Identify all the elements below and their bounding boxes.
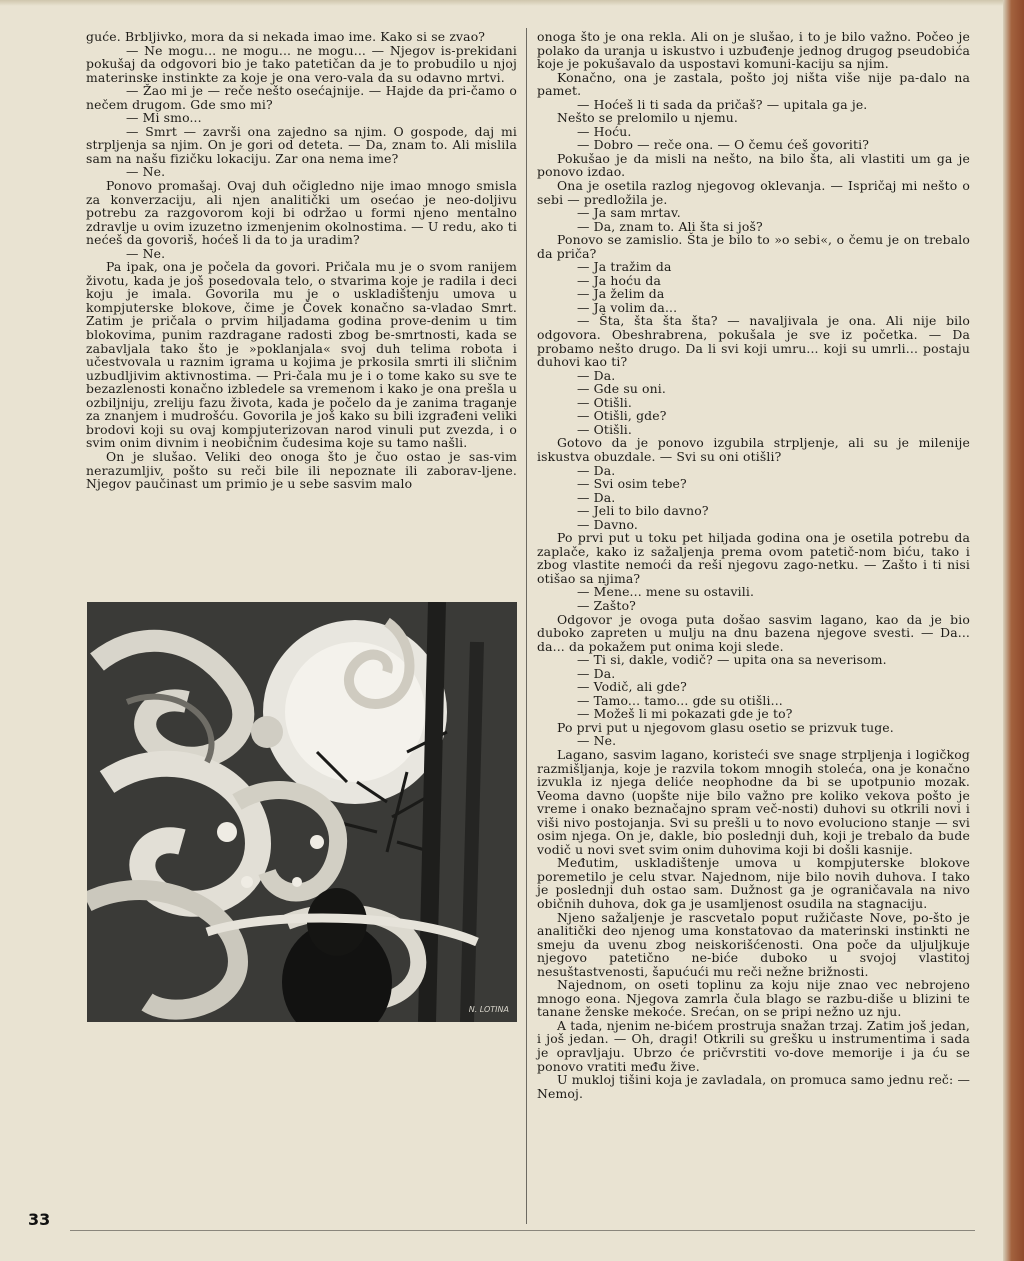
paragraph: — Tamo... tamo... gde su otišli...: [577, 692, 783, 708]
paragraph: Ona je osetila razlog njegovog oklevanja. — Ispričaj mi nešto o sebi — predložila je.: [537, 178, 970, 207]
story-illustration: [87, 602, 517, 1022]
paragraph: — Da.: [577, 462, 616, 478]
paragraph: — Davno.: [577, 516, 639, 532]
paragraph: — Ne.: [126, 245, 166, 261]
left-text-column: [86, 30, 517, 491]
page-top-edge: [0, 0, 1024, 6]
paragraph: — Svi osim tebe?: [577, 476, 687, 492]
paragraph: — Ja sam mrtav.: [577, 205, 681, 221]
column-divider: [526, 28, 527, 1224]
paragraph: — Ja tražim da: [577, 259, 672, 275]
paragraph: — Da.: [577, 665, 616, 681]
page-number: 33: [28, 1210, 51, 1229]
paragraph: — Da.: [577, 367, 616, 383]
paragraph: — Da, znam to. Ali šta si još?: [577, 218, 763, 234]
paragraph: U mukloj tišini koja je zavladala, on promuca samo jednu reč: — Nemoj.: [537, 1072, 970, 1101]
paragraph: Nešto se prelomilo u njemu.: [557, 110, 739, 126]
paragraph: A tada, njenim ne-bićem prostruja snažan trzaj. Zatim još jedan, i još jedan. — Oh, dragi! Otkrili su grešku u instrumentima i sada je opravljaju. Ubrzo će pričvrstiti vo-dove memorije i ja ću se ponovo vratiti među žive.: [537, 1017, 970, 1074]
paragraph: — Da.: [577, 489, 616, 505]
paragraph: — Ne.: [577, 733, 617, 749]
paragraph: — Jeli to bilo davno?: [577, 503, 709, 519]
footer-rule: [70, 1230, 975, 1231]
paragraph: — Otišli.: [577, 394, 633, 410]
paragraph: — Žao mi je — reče nešto osećajnije. — Hajde da pri-čamo o nečem drugom. Gde smo mi?: [86, 83, 517, 112]
paragraph: — Vodič, ali gde?: [577, 679, 687, 695]
paragraph: — Ne mogu... ne mogu... ne mogu... — Njegov is-prekidani pokušaj da odgovori bio je tako patetičan da je to probudilo u njoj materinske instinkte za koje je ona vero-vala da su odavno mrtvi.: [86, 42, 517, 85]
paragraph: — Otišli, gde?: [577, 408, 667, 424]
paragraph: Konačno, ona je zastala, pošto joj ništa više nije pa-dalo na pamet.: [537, 69, 970, 99]
artist-signature: N. LOTINA: [468, 1005, 509, 1014]
paragraph: On je slušao. Veliki deo onoga što je čuo ostao je sas-vim nerazumljiv, pošto su reči bile ili nepoznate ili zaborav-ljene. Njegov paučinast um primio je u sebe sasvim malo: [86, 448, 517, 492]
paragraph: — Dobro — reče ona. — O čemu ćeš govoriti?: [577, 137, 870, 153]
paragraph: Odgovor je ovoga puta došao sasvim lagano, kao da je bio duboko zapreten u mulju na dnu bazena njegove svesti. — Da... da... da pokažem put onima koji slede.: [537, 611, 970, 654]
paragraph: — Ne.: [126, 164, 166, 180]
paragraph: onoga što je ona rekla. Ali on je slušao, i to je bilo važno. Počeo je polako da uranja u iskustvo i uzbuđenje jednog drugog pseudobića koje je pokušavalo da uspostavi komuni-kaciju sa njim.: [537, 29, 970, 72]
paragraph: — Hoću.: [577, 123, 632, 139]
paragraph: Najednom, on oseti toplinu za koju nije znao vec nebrojeno mnogo eona. Njegova zamrla čula blago se razbu-diše u blizini te tanane ženske mekoće. Srećan, on se pripi nežno uz nju.: [537, 977, 970, 1020]
paragraph: — Hoćeš li ti sada da pričaš? — upitala ga je.: [577, 96, 868, 112]
paragraph: Pa ipak, ona je počela da govori. Pričala mu je o svom ranijem životu, kada je još posedovala telo, o stvarima koje je radila i deci koju je imala. Govorila mu je o uskladištenju umova u kompjuterske blokove, čime je Čovek konačno sa-vladao Smrt. Zatim je pričala o prvim hiljadama godina prove-denim u tim blokovima, punim razdragane radosti zbog be-smrtnosti, kada se zabavljala tako što je »poklanjala« svoj duh telima robota i učestvovala u raznim igrama u kojima je prkosila smrti ili sličnim uzbudljivim aktivnostima. — Pri-čala mu je i o tome kako su sve te bezazlenosti konačno izbledele sa vremenom i kako je ona prešla u ozbiljniju, zreliju fazu života, kada je počelo da je zanima traganje za znanjem i mudrošću. Govorila je još kako su bili izgrađeni veliki brodovi koji su ovaj kompjuterizovan narod vinuli put zvezda, i o svim onim divnim i neobičnim čudesima koje su tamo našli.: [86, 259, 517, 451]
paragraph: — Zašto?: [577, 597, 636, 613]
right-text-column: [537, 30, 970, 1100]
paragraph: — Šta, šta šta šta? — navaljivala je ona. Ali nije bilo odgovora. Obeshrabrena, pokušala je sve iz početka. — Da probamo nešto drugo. Da li svi koji umru... koji su umrli... postaju duhovi kao ti?: [537, 313, 970, 370]
magazine-binding-edge: [1003, 0, 1024, 1261]
paragraph: Međutim, uskladištenje umova u kompjuterske blokove poremetilo je celu stvar. Najednom, nije bilo novih duhova. I tako je poslednji duh ostao sam. Dužnost ga je ograničavala na nivo običnih duhova, dok ga je usamljenost osudila na stagnaciju.: [537, 855, 970, 911]
paragraph: guće. Brbljivko, mora da si nekada imao ime. Kako si se zvao?: [86, 29, 486, 44]
paragraph: — Mi smo...: [126, 110, 202, 126]
paragraph: — Ja hoću da: [577, 272, 662, 288]
paragraph: Ponovo se zamislio. Šta je bilo to »o sebi«, o čemu je on trebalo da priča?: [537, 232, 970, 261]
paragraph: Po prvi put u njegovom glasu osetio se prizvuk tuge.: [557, 719, 894, 735]
paragraph: — Mene... mene su ostavili.: [577, 584, 755, 600]
paragraph: — Ja volim da...: [577, 299, 678, 315]
paragraph: Ponovo promašaj. Ovaj duh očigledno nije imao mnogo smisla za konverzaciju, ali njen analitički um osećao je neo-doljivu potrebu za razgovorom koji bi održao u formi njeno mentalno zdravlje u ovim izuzetno izmenjenim okolnostima. — U redu, ako ti nećeš da govoriš, hoćeš li da to ja uradim?: [86, 178, 517, 248]
surreal-ghost-artwork: [87, 602, 517, 1022]
paragraph: Pokušao je da misli na nešto, na bilo šta, ali vlastiti um ga je ponovo izdao.: [537, 150, 970, 180]
paragraph: Po prvi put u toku pet hiljada godina ona je osetila potrebu da zaplače, kako iz sažaljenja prema ovom patetič-nom biću, tako i zbog vlastite nemoći da reši njegovu zago-netku. — Zašto i ti nisi otišao sa njima?: [537, 530, 970, 586]
paragraph: Njeno sažaljenje je rascvetalo poput ružičaste Nove, po-što je analitički deo njenog uma konstatovao da materinski instinkti ne smeju da uvenu zbog neiskorišćenosti. Ona poče da uljuljkuje njegovo patetično ne-biće duboko u svojoj vlastitoj nesuštastvenosti, šapućući mu reči nežne brižnosti.: [537, 909, 970, 979]
paragraph: — Smrt — završi ona zajedno sa njim. O gospode, daj mi strpljenja sa njim. On je gori od deteta. — Da, znam to. Ali mislila sam na našu fizičku lokaciju. Zar ona nema ime?: [86, 123, 517, 166]
paragraph: Lagano, sasvim lagano, koristeći sve snage strpljenja i logičkog razmišljanja, koje je razvila tokom mnogih stoleća, ona je konačno izvukla iz njega deliće neophodne da bi se upotpunio mozak. Veoma davno (uopšte nije bilo važno pre koliko vekova pošto je vreme i onako beznačajno spram več-nosti) duhovi su otkrili novi i viši nivo postojanja. Svi su prešli u to novo evoluciono stanje — svi osim njega. On je, dakle, bio poslednji duh, koji je trebalo da bude vodič u novi svet svim onim duhovima koji bi došli kasnije.: [537, 746, 970, 857]
paragraph: — Možeš li mi pokazati gde je to?: [577, 706, 793, 722]
paragraph: — Ja želim da: [577, 286, 665, 302]
paragraph: — Gde su oni.: [577, 381, 666, 397]
paragraph: — Otišli.: [577, 421, 633, 437]
paragraph: — Ti si, dakle, vodič? — upita ona sa neverisom.: [577, 652, 887, 668]
paragraph: Gotovo da je ponovo izgubila strpljenje, ali su je milenije iskustva obuzdale. — Svi su oni otišli?: [537, 435, 970, 464]
